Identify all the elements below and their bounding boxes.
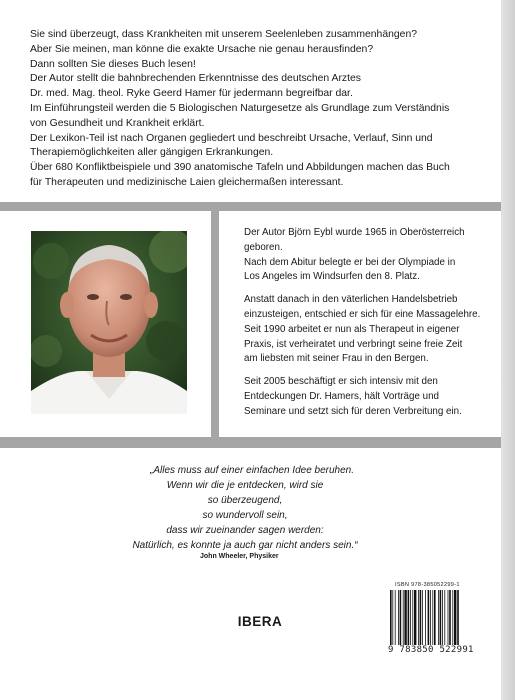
intro-line: Therapiemöglichkeiten aller gängigen Erkrankungen.: [30, 147, 274, 159]
barcode-bar: [438, 590, 439, 652]
barcode-bar: [392, 590, 393, 652]
barcode-bar: [410, 590, 411, 652]
bio-line: Seminare und setzt sich für deren Verbreitung ein.: [244, 405, 462, 417]
intro-line: Dann sollten Sie dieses Buch lesen!: [30, 58, 196, 70]
quote-author: John Wheeler, Physiker: [200, 553, 279, 560]
barcode-bar: [422, 590, 423, 652]
barcode-bar: [414, 590, 416, 652]
barcode-bar: [432, 590, 433, 652]
barcode-bar: [434, 590, 436, 652]
barcode-icon: [390, 590, 480, 652]
barcode-bar: [403, 590, 404, 652]
barcode-bar: [428, 590, 430, 652]
author-bio: [244, 226, 494, 420]
barcode-bar: [457, 590, 459, 652]
intro-line: Aber Sie meinen, man könne die exakte Ursache nie genau herausfinden?: [30, 43, 374, 55]
barcode-bar: [400, 590, 402, 652]
bio-line: am liebsten mit seiner Frau in den Bergen.: [244, 353, 429, 365]
barcode-bar: [430, 590, 431, 652]
barcode-bar: [425, 590, 426, 652]
bio-line: Anstatt danach in den väterlichen Handelsbetrieb: [244, 294, 458, 306]
bio-line: Nach dem Abitur belegte er bei der Olympiade in: [244, 256, 456, 268]
intro-line: von Gesundheit und Krankheit erklärt.: [30, 117, 205, 129]
intro-line: Sie sind überzeugt, dass Krankheiten mit unserem Seelenleben zusammenhängen?: [30, 29, 418, 40]
intro-line: Im Einführungsteil werden die 5 Biologischen Naturgesetze als Grundlage zum Verständnis: [30, 102, 450, 114]
barcode-bar: [418, 590, 419, 652]
author-portrait-icon: [31, 231, 187, 414]
isbn-label: ISBN 978-385052299-1: [395, 582, 460, 588]
barcode-bar: [454, 590, 456, 652]
cover-edge: [501, 0, 515, 700]
barcode-bar: [440, 590, 442, 652]
barcode-bar: [398, 590, 399, 652]
quote-line: Natürlich, es konnte ja auch gar nicht anders sein.“: [132, 540, 358, 551]
barcode-bar: [390, 590, 392, 652]
bio-line: geboren.: [244, 241, 283, 253]
barcode-bar: [408, 590, 410, 652]
barcode-bar: [420, 590, 422, 652]
quote-line: so überzeugend,: [207, 495, 283, 506]
bio-line: einzusteigen, entschied er sich für eine Massagelehre.: [244, 308, 481, 320]
bio-paragraph: [244, 226, 494, 285]
barcode-bar: [448, 590, 449, 652]
bio-paragraph: [244, 293, 494, 367]
quote-block: [120, 463, 370, 553]
barcode-bar: [412, 590, 413, 652]
bio-line: Entdeckungen Dr. Hamers, hält Vorträge und: [244, 390, 439, 402]
quote-line: dass wir zueinander sagen werden:: [166, 525, 324, 536]
barcode-bar: [449, 590, 451, 652]
barcode-bar: [404, 590, 406, 652]
quote-line: Wenn wir die je entdecken, wird sie: [166, 480, 324, 491]
author-photo: [31, 231, 187, 414]
bio-line: Seit 2005 beschäftigt er sich intensiv mit den: [244, 376, 438, 388]
intro-line: Dr. med. Mag. theol. Ryke Geerd Hamer für jedermann begreifbar dar.: [30, 88, 353, 100]
intro-line: Über 680 Konfliktbeispiele und 390 anatomische Tafeln und Abbildungen machen das Buch: [30, 162, 450, 174]
bio-line: Praxis, ist verheiratet und verbringt seine freie Zeit: [244, 338, 463, 350]
intro-text: [30, 28, 480, 191]
bio-paragraph: [244, 375, 494, 419]
barcode-bar: [442, 590, 443, 652]
bio-line: Seit 1990 arbeitet er nun als Therapeut in eigener: [244, 323, 460, 335]
publisher-logo: IBERA: [237, 614, 283, 629]
intro-line: Der Lexikon-Teil ist nach Organen gegliedert und beschreibt Ursache, Verlauf, Sinn und: [30, 132, 433, 144]
quote-line: so wundervoll sein,: [202, 510, 288, 521]
barcode-bar: [452, 590, 453, 652]
intro-line: für Therapeuten und medizinische Laien gleichermaßen interessant.: [30, 176, 344, 188]
barcode-bar: [395, 590, 396, 652]
barcode-bar: [444, 590, 445, 652]
barcode-digits: 9 783850 522991: [388, 645, 484, 655]
bio-line: Los Angeles im Windsurfen den 8. Platz.: [244, 271, 420, 283]
bio-line: Der Autor Björn Eybl wurde 1965 in Oberösterreich: [244, 227, 465, 238]
intro-line: Der Autor stellt die bahnbrechenden Erkenntnisse des deutschen Arztes: [30, 73, 361, 85]
quote-line: „Alles muss auf einer einfachen Idee beruhen.: [150, 465, 355, 476]
